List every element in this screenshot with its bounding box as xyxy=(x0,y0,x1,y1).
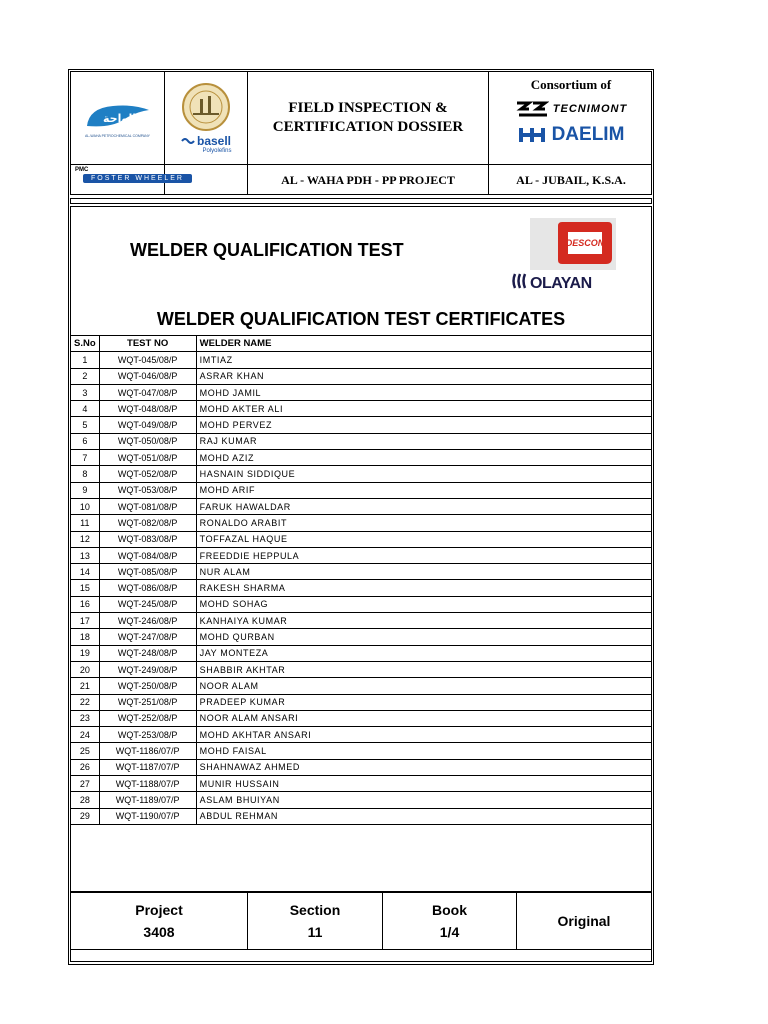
row-test-no: WQT-048/08/P xyxy=(99,401,196,417)
table-row xyxy=(71,450,652,466)
row-test-no: WQT-248/08/P xyxy=(99,645,196,661)
table-row xyxy=(71,547,652,563)
row-sno: 23 xyxy=(71,710,100,726)
waha-logo-sub: AL-WAHA PETROCHEMICAL COMPANY xyxy=(84,134,151,138)
row-test-no: WQT-1187/07/P xyxy=(99,759,196,775)
table-row xyxy=(71,613,652,629)
table-row xyxy=(71,645,652,661)
footer-separator xyxy=(70,950,652,962)
row-test-no: WQT-085/08/P xyxy=(99,564,196,580)
row-test-no: WQT-053/08/P xyxy=(99,482,196,498)
row-welder-name: ABDUL REHMAN xyxy=(196,808,651,824)
row-sno: 28 xyxy=(71,792,100,808)
row-test-no: WQT-083/08/P xyxy=(99,531,196,547)
row-sno: 22 xyxy=(71,694,100,710)
row-welder-name: MOHD QURBAN xyxy=(196,629,651,645)
document-footer xyxy=(70,892,652,950)
table-row xyxy=(71,678,652,694)
row-test-no: WQT-052/08/P xyxy=(99,466,196,482)
row-sno: 6 xyxy=(71,433,100,449)
row-welder-name: IMTIAZ xyxy=(196,352,651,368)
row-sno: 18 xyxy=(71,629,100,645)
row-sno: 8 xyxy=(71,466,100,482)
waha-logo xyxy=(71,72,164,164)
row-test-no: WQT-082/08/P xyxy=(99,515,196,531)
basell-logo xyxy=(181,134,231,148)
footer-section-value: 11 xyxy=(307,924,323,940)
daelim-logo xyxy=(518,124,625,146)
table-row xyxy=(71,515,652,531)
row-welder-name: FREEDDIE HEPPULA xyxy=(196,547,651,563)
row-welder-name: TOFFAZAL HAQUE xyxy=(196,531,651,547)
seal-icon xyxy=(181,82,231,132)
row-sno: 13 xyxy=(71,547,100,563)
row-sno: 26 xyxy=(71,759,100,775)
daelim-text: DAELIM xyxy=(551,124,625,145)
row-welder-name: KANHAIYA KUMAR xyxy=(196,613,651,629)
column-header-test-no: TEST NO xyxy=(99,336,196,352)
table-row xyxy=(71,661,652,677)
table-row xyxy=(71,776,652,792)
row-welder-name: MUNIR HUSSAIN xyxy=(196,776,651,792)
row-welder-name: MOHD PERVEZ xyxy=(196,417,651,433)
table-header-row xyxy=(71,336,652,352)
row-test-no: WQT-086/08/P xyxy=(99,580,196,596)
row-sno: 2 xyxy=(71,368,100,384)
waha-logo-text: الواحة xyxy=(102,112,136,125)
row-sno: 16 xyxy=(71,596,100,612)
row-welder-name: RAKESH SHARMA xyxy=(196,580,651,596)
table-row xyxy=(71,596,652,612)
row-welder-name: MOHD AKHTAR ANSARI xyxy=(196,727,651,743)
row-welder-name: RAJ KUMAR xyxy=(196,433,651,449)
row-test-no: WQT-246/08/P xyxy=(99,613,196,629)
welder-table xyxy=(70,335,652,825)
foster-wheeler-text: FOSTER WHEELER xyxy=(91,175,184,182)
page-subtitle: WELDER QUALIFICATION TEST CERTIFICATES xyxy=(156,309,566,329)
descon-olayan-logo xyxy=(512,218,618,290)
basell-text: basell xyxy=(196,134,232,148)
row-test-no: WQT-245/08/P xyxy=(99,596,196,612)
row-welder-name: JAY MONTEZA xyxy=(196,645,651,661)
footer-project-label: Project xyxy=(135,902,183,918)
project-location: AL - JUBAIL, K.S.A. xyxy=(516,173,626,187)
row-welder-name: NUR ALAM xyxy=(196,564,651,580)
row-test-no: WQT-046/08/P xyxy=(99,368,196,384)
row-sno: 21 xyxy=(71,678,100,694)
table-row xyxy=(71,417,652,433)
row-test-no: WQT-252/08/P xyxy=(99,710,196,726)
row-sno: 19 xyxy=(71,645,100,661)
row-sno: 1 xyxy=(71,352,100,368)
row-welder-name: FARUK HAWALDAR xyxy=(196,498,651,514)
table-row xyxy=(71,710,652,726)
row-welder-name: MOHD AZIZ xyxy=(196,450,651,466)
row-test-no: WQT-1188/07/P xyxy=(99,776,196,792)
row-sno: 27 xyxy=(71,776,100,792)
row-test-no: WQT-253/08/P xyxy=(99,727,196,743)
row-test-no: WQT-1189/07/P xyxy=(99,792,196,808)
footer-book xyxy=(383,893,517,949)
table-row xyxy=(71,498,652,514)
footer-project xyxy=(71,893,248,949)
row-welder-name: HASNAIN SIDDIQUE xyxy=(196,466,651,482)
dossier-title xyxy=(248,72,488,164)
row-sno: 24 xyxy=(71,727,100,743)
basell-sub: Polyolefins xyxy=(202,148,232,154)
footer-section xyxy=(248,893,383,949)
row-sno: 25 xyxy=(71,743,100,759)
tecnimont-text: TECNIMONT xyxy=(552,103,628,115)
row-test-no: WQT-250/08/P xyxy=(99,678,196,694)
table-row xyxy=(71,401,652,417)
row-test-no: WQT-047/08/P xyxy=(99,384,196,400)
table-row xyxy=(71,629,652,645)
consortium-label: Consortium of xyxy=(530,77,612,92)
table-row xyxy=(71,482,652,498)
pmc-label: PMC xyxy=(75,167,89,173)
footer-section-label: Section xyxy=(289,902,341,918)
partner-logos xyxy=(165,72,247,164)
row-welder-name: SHABBIR AKHTAR xyxy=(196,661,651,677)
row-test-no: WQT-1190/07/P xyxy=(99,808,196,824)
header-separator xyxy=(70,198,652,204)
dossier-title-line2: CERTIFICATION DOSSIER xyxy=(272,119,464,135)
tecnimont-logo xyxy=(515,100,627,118)
row-sno: 17 xyxy=(71,613,100,629)
column-header-welder-name: WELDER NAME xyxy=(196,336,651,352)
table-row xyxy=(71,759,652,775)
descon-text: DESCON xyxy=(565,238,605,248)
daelim-icon xyxy=(518,126,548,144)
row-welder-name: ASRAR KHAN xyxy=(196,368,651,384)
row-sno: 11 xyxy=(71,515,100,531)
row-welder-name: MOHD JAMIL xyxy=(196,384,651,400)
row-welder-name: ASLAM BHUIYAN xyxy=(196,792,651,808)
column-header-sno: S.No xyxy=(71,336,100,352)
descon-olayan-icon xyxy=(512,218,618,290)
project-name: AL - WAHA PDH - PP PROJECT xyxy=(281,173,455,187)
row-test-no: WQT-051/08/P xyxy=(99,450,196,466)
row-sno: 9 xyxy=(71,482,100,498)
page-title: WELDER QUALIFICATION TEST xyxy=(130,240,404,260)
row-welder-name: PRADEEP KUMAR xyxy=(196,694,651,710)
row-test-no: WQT-084/08/P xyxy=(99,547,196,563)
row-sno: 5 xyxy=(71,417,100,433)
footer-book-label: Book xyxy=(432,902,467,918)
footer-status xyxy=(517,893,651,949)
footer-status-value: Original xyxy=(557,913,611,929)
row-sno: 3 xyxy=(71,384,100,400)
table-row xyxy=(71,694,652,710)
document-header xyxy=(70,71,652,195)
row-welder-name: MOHD FAISAL xyxy=(196,743,651,759)
table-row xyxy=(71,743,652,759)
table-row xyxy=(71,792,652,808)
foster-wheeler-logo xyxy=(83,174,192,183)
table-row xyxy=(71,808,652,824)
waha-logo-icon xyxy=(83,98,153,132)
row-test-no: WQT-045/08/P xyxy=(99,352,196,368)
consortium-block xyxy=(489,72,653,164)
table-row xyxy=(71,531,652,547)
row-welder-name: MOHD SOHAG xyxy=(196,596,651,612)
row-test-no: WQT-249/08/P xyxy=(99,661,196,677)
row-sno: 15 xyxy=(71,580,100,596)
row-welder-name: MOHD AKTER ALI xyxy=(196,401,651,417)
row-sno: 20 xyxy=(71,661,100,677)
row-welder-name: MOHD ARIF xyxy=(196,482,651,498)
row-welder-name: NOOR ALAM xyxy=(196,678,651,694)
row-welder-name: RONALDO ARABIT xyxy=(196,515,651,531)
row-welder-name: NOOR ALAM ANSARI xyxy=(196,710,651,726)
table-row xyxy=(71,352,652,368)
row-test-no: WQT-247/08/P xyxy=(99,629,196,645)
row-sno: 10 xyxy=(71,498,100,514)
basell-icon xyxy=(181,137,195,145)
olayan-text: OLAYAN xyxy=(530,275,592,290)
table-row xyxy=(71,368,652,384)
row-sno: 29 xyxy=(71,808,100,824)
table-row xyxy=(71,727,652,743)
row-sno: 4 xyxy=(71,401,100,417)
pmc-block xyxy=(71,165,247,196)
dossier-title-line1: FIELD INSPECTION & xyxy=(288,100,448,116)
tecnimont-icon xyxy=(515,100,549,118)
row-test-no: WQT-050/08/P xyxy=(99,433,196,449)
row-sno: 7 xyxy=(71,450,100,466)
row-welder-name: SHAHNAWAZ AHMED xyxy=(196,759,651,775)
row-test-no: WQT-251/08/P xyxy=(99,694,196,710)
row-test-no: WQT-049/08/P xyxy=(99,417,196,433)
table-row xyxy=(71,466,652,482)
table-row xyxy=(71,580,652,596)
table-row xyxy=(71,384,652,400)
footer-book-value: 1/4 xyxy=(439,924,460,940)
row-sno: 12 xyxy=(71,531,100,547)
row-test-no: WQT-1186/07/P xyxy=(99,743,196,759)
row-test-no: WQT-081/08/P xyxy=(99,498,196,514)
footer-project-value: 3408 xyxy=(143,924,175,940)
table-row xyxy=(71,433,652,449)
row-sno: 14 xyxy=(71,564,100,580)
table-row xyxy=(71,564,652,580)
